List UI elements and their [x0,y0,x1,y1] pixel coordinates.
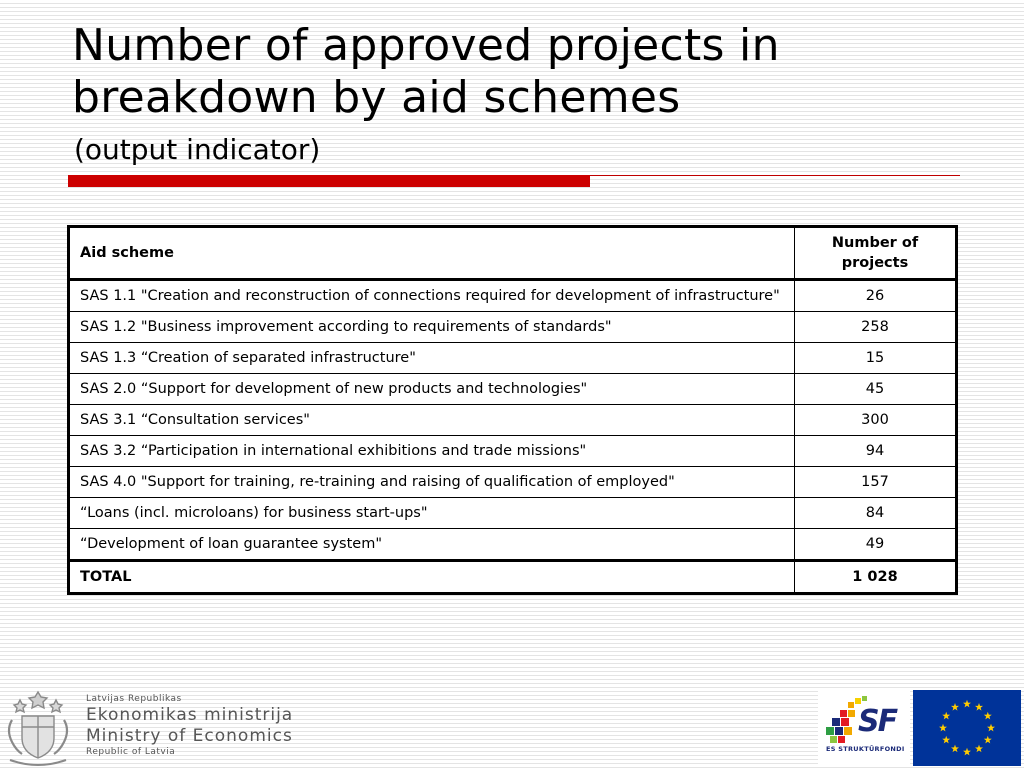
eu-flag-icon [913,690,1021,766]
header-number-of-projects: Number of projects [795,227,957,280]
aid-scheme-cell: SAS 4.0 "Support for training, re-training and raising of qualification of employed" [69,467,795,498]
table-row [69,280,957,312]
slide-title: Number of approved projects in breakdown by aid schemes [72,20,780,123]
project-count-cell: 157 [795,467,957,498]
ministry-en-text: Ministry of Economics [86,726,293,746]
aid-schemes-table [67,225,958,595]
eu-star-icon [975,745,983,753]
eu-star-icon [942,736,950,744]
eu-star-icon [984,736,992,744]
project-count-cell: 300 [795,405,957,436]
total-label: TOTAL [69,561,795,594]
project-count-cell: 45 [795,374,957,405]
project-count-cell: 49 [795,529,957,561]
eu-star-icon [963,748,971,756]
eu-star-icon [984,712,992,720]
aid-scheme-cell: SAS 1.1 "Creation and reconstruction of connections required for development of infrastructure" [69,280,795,312]
project-count-cell: 15 [795,343,957,374]
eu-star-icon [963,700,971,708]
eu-star-icon [942,712,950,720]
project-count-cell: 94 [795,436,957,467]
eu-star-icon [975,703,983,711]
table-row [69,467,957,498]
header-aid-scheme: Aid scheme [69,227,795,280]
aid-scheme-cell: SAS 2.0 “Support for development of new products and technologies" [69,374,795,405]
eu-star-icon [951,703,959,711]
sf-letters: SF [858,704,897,739]
aid-scheme-cell: SAS 3.2 “Participation in international exhibitions and trade missions" [69,436,795,467]
table-row [69,498,957,529]
table-header-row [69,227,957,280]
total-count: 1 028 [795,561,957,594]
aid-scheme-cell: “Loans (incl. microloans) for business start-ups" [69,498,795,529]
sf-structural-funds-logo-icon [818,690,910,766]
table-row [69,312,957,343]
table-row [69,529,957,561]
table-row [69,374,957,405]
aid-scheme-cell: SAS 3.1 “Consultation services" [69,405,795,436]
republic-lv-text: Latvijas Republikas [86,694,182,704]
eu-stars-icon [913,690,1021,766]
eu-star-icon [939,724,947,732]
aid-scheme-cell: “Development of loan guarantee system" [69,529,795,561]
project-count-cell: 26 [795,280,957,312]
table-row [69,343,957,374]
aid-scheme-cell: SAS 1.3 “Creation of separated infrastructure" [69,343,795,374]
ministry-lv-text: Ekonomikas ministrija [86,705,294,725]
table-row [69,436,957,467]
project-count-cell: 258 [795,312,957,343]
total-row [69,561,957,594]
project-count-cell: 84 [795,498,957,529]
aid-scheme-cell: SAS 1.2 "Business improvement according to requirements of standards" [69,312,795,343]
slide-subtitle: (output indicator) [74,133,321,166]
latvia-coat-of-arms-icon [2,686,74,768]
title-divider-accent [68,175,590,187]
eu-star-icon [951,745,959,753]
table-row [69,405,957,436]
republic-en-text: Republic of Latvia [86,747,176,757]
sf-caption: ES STRUKTŪRFONDI [826,745,905,753]
ministry-logo [86,694,293,758]
eu-star-icon [987,724,995,732]
